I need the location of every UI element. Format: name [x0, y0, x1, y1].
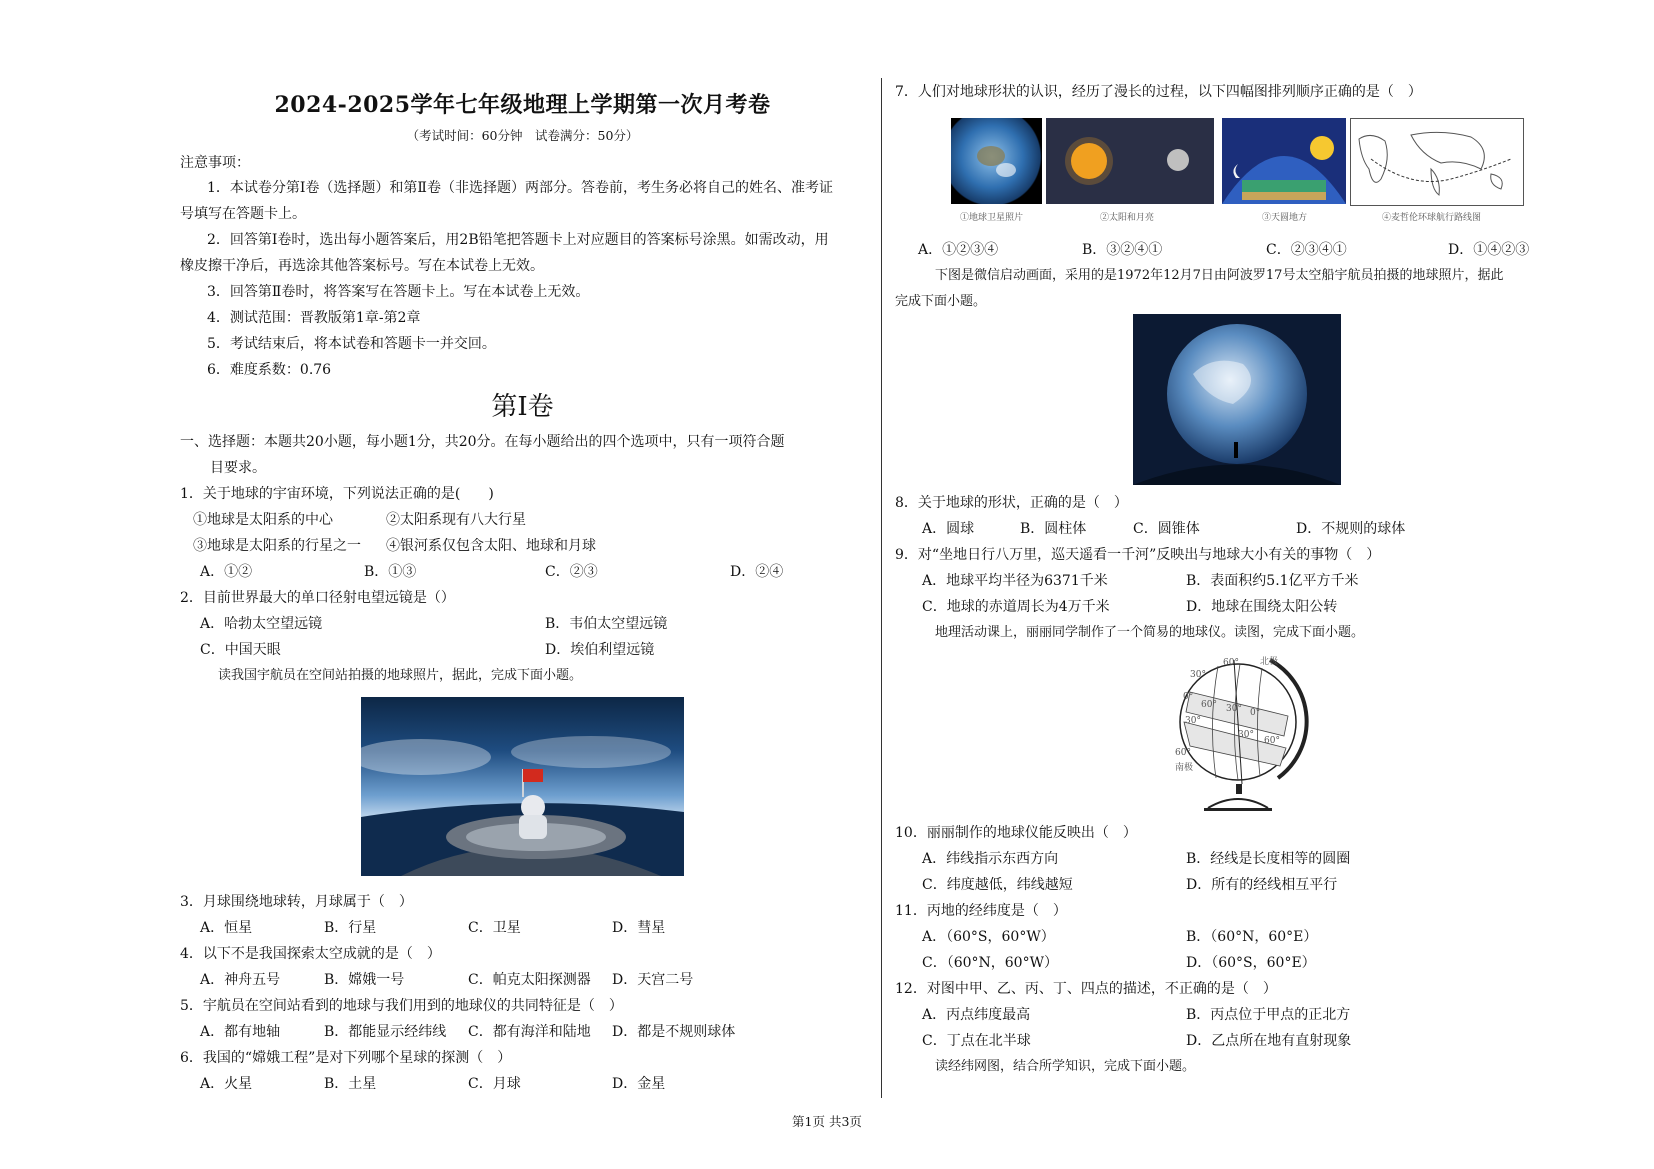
q1-option-a[interactable]: A．①②	[200, 564, 253, 580]
q2-option-d[interactable]: D．埃伯利望远镜	[545, 642, 655, 658]
notes-heading: 注意事项：	[180, 155, 250, 171]
q10-option-a[interactable]: A．纬线指示东西方向	[922, 851, 1059, 867]
q4-stem: 4．以下不是我国探索太空成就的是（ ）	[180, 946, 441, 962]
intro-globe: 地理活动课上，丽丽同学制作了一个简易的地球仪。读图，完成下面小题。	[935, 625, 1365, 640]
intro-space-station: 读我国宇航员在空间站拍摄的地球照片，据此，完成下面小题。	[218, 668, 583, 683]
q6-option-b[interactable]: B．土星	[324, 1076, 377, 1092]
globe-label-north-pole: 北极	[1260, 657, 1279, 667]
note-3: 3．回答第Ⅱ卷时，将答案写在答题卡上。写在本试卷上无效。	[207, 284, 590, 300]
q11-stem: 11．丙地的经纬度是（ ）	[895, 903, 1067, 919]
q12-option-c[interactable]: C．丁点在北半球	[922, 1033, 1031, 1049]
q8-option-d[interactable]: D．不规则的球体	[1296, 521, 1406, 537]
q3-stem: 3．月球围绕地球转，月球属于（ ）	[180, 894, 413, 910]
q4-option-c[interactable]: C．帕克太阳探测器	[468, 972, 591, 988]
globe-label-0: 0°	[1183, 692, 1194, 702]
q11-option-d[interactable]: D．（60°S，60°E）	[1186, 955, 1316, 971]
q7-image-sun-moon	[1046, 118, 1214, 204]
q8-option-c[interactable]: C．圆锥体	[1133, 521, 1200, 537]
section-heading-a: 一、选择题：本题共20小题，每小题1分，共20分。在每小题给出的四个选项中，只有一项符合题	[180, 434, 785, 450]
q9-option-b[interactable]: B．表面积约5.1亿平方千米	[1186, 573, 1359, 589]
q5-option-b[interactable]: B．都能显示经纬线	[324, 1024, 447, 1040]
q1-statement-1: ①地球是太阳系的中心	[193, 512, 333, 528]
q3-option-d[interactable]: D．彗星	[612, 920, 666, 936]
q8-stem: 8．关于地球的形状，正确的是（ ）	[895, 495, 1128, 511]
globe-label-30n: 30°	[1190, 670, 1206, 680]
q7-stem: 7．人们对地球形状的认识，经历了漫长的过程，以下四幅图排列顺序正确的是（ ）	[895, 84, 1422, 100]
q9-option-d[interactable]: D．地球在围绕太阳公转	[1186, 599, 1338, 615]
note-2b: 橡皮擦干净后，再选涂其他答案标号。写在本试卷上无效。	[180, 258, 544, 274]
q1-statement-2: ②太阳系现有八大行星	[386, 512, 526, 528]
q7-image-round-sky-square-earth	[1222, 118, 1346, 204]
q12-option-b[interactable]: B．丙点位于甲点的正北方	[1186, 1007, 1351, 1023]
q7-option-d[interactable]: D．①④②③	[1448, 242, 1530, 258]
q10-option-b[interactable]: B．经线是长度相等的圆圈	[1186, 851, 1351, 867]
globe-meridian-30-west: 30°	[1226, 704, 1242, 714]
q11-option-b[interactable]: B．（60°N，60°E）	[1186, 929, 1318, 945]
q7-caption-4: ④麦哲伦环球航行路线图	[1382, 213, 1482, 223]
q9-option-a[interactable]: A．地球平均半径为6371千米	[922, 573, 1108, 589]
q2-option-c[interactable]: C．中国天眼	[200, 642, 281, 658]
q5-option-d[interactable]: D．都是不规则球体	[612, 1024, 736, 1040]
q11-option-a[interactable]: A．（60°S，60°W）	[922, 929, 1055, 945]
q6-option-d[interactable]: D．金星	[612, 1076, 666, 1092]
q5-option-a[interactable]: A．都有地轴	[200, 1024, 281, 1040]
q2-option-b[interactable]: B．韦伯太空望远镜	[545, 616, 668, 632]
q6-option-a[interactable]: A．火星	[200, 1076, 253, 1092]
space-station-earth-photo	[361, 697, 684, 876]
q7-option-b[interactable]: B．③②④①	[1082, 242, 1163, 258]
q4-option-a[interactable]: A．神舟五号	[200, 972, 281, 988]
q1-option-d[interactable]: D．②④	[730, 564, 784, 580]
q9-option-c[interactable]: C．地球的赤道周长为4万千米	[922, 599, 1110, 615]
q7-option-c[interactable]: C．②③④①	[1266, 242, 1347, 258]
note-4: 4．测试范围：晋教版第1章-第2章	[207, 310, 421, 326]
q3-option-a[interactable]: A．恒星	[200, 920, 253, 936]
note-1b: 号填写在答题卡上。	[180, 206, 306, 222]
globe-label-south-pole: 南极	[1175, 763, 1194, 773]
globe-meridian-0: 0°	[1250, 708, 1261, 718]
note-5: 5．考试结束后，将本试卷和答题卡一并交回。	[207, 336, 496, 352]
q3-option-c[interactable]: C．卫星	[468, 920, 521, 936]
globe-meridian-60-west: 60°	[1201, 700, 1217, 710]
q7-caption-2: ②太阳和月亮	[1100, 213, 1155, 223]
exam-subtitle: （考试时间：60分钟 试卷满分：50分）	[406, 128, 639, 143]
q12-option-d[interactable]: D．乙点所在地有直射现象	[1186, 1033, 1352, 1049]
q1-option-c[interactable]: C．②③	[545, 564, 598, 580]
intro-apollo-a: 下图是微信启动画面，采用的是1972年12月7日由阿波罗17号太空船宇航员拍摄的地球照片，据此	[935, 268, 1504, 283]
q11-option-c[interactable]: C．（60°N，60°W）	[922, 955, 1058, 971]
q7-image-magellan-route-map	[1350, 118, 1524, 206]
q4-option-d[interactable]: D．天宫二号	[612, 972, 694, 988]
q10-stem: 10．丽丽制作的地球仪能反映出（ ）	[895, 825, 1137, 841]
q5-stem: 5．宇航员在空间站看到的地球与我们用到的地球仪的共同特征是（ ）	[180, 998, 623, 1014]
q7-caption-3: ③天圆地方	[1262, 213, 1308, 223]
intro-graticule: 读经纬网图，结合所学知识，完成下面小题。	[935, 1059, 1196, 1074]
globe-label-60n-meridian: 60°	[1223, 658, 1239, 668]
q10-option-c[interactable]: C．纬度越低，纬线越短	[922, 877, 1073, 893]
q7-caption-1: ①地球卫星照片	[960, 213, 1024, 223]
q4-option-b[interactable]: B．嫦娥一号	[324, 972, 405, 988]
q3-option-b[interactable]: B．行星	[324, 920, 377, 936]
volume-heading: 第Ⅰ卷	[491, 392, 554, 422]
q12-stem: 12．对图中甲、乙、丙、丁、四点的描述，不正确的是（ ）	[895, 981, 1277, 997]
q12-option-a[interactable]: A．丙点纬度最高	[922, 1007, 1031, 1023]
intro-apollo-b: 完成下面小题。	[895, 294, 987, 309]
column-divider	[881, 78, 882, 1098]
globe-meridian-30-east: 30°	[1238, 730, 1254, 740]
q1-stem: 1．关于地球的宇宙环境，下列说法正确的是( )	[180, 486, 494, 502]
wechat-earth-photo	[1133, 314, 1341, 485]
globe-label-30s: 30°	[1185, 716, 1201, 726]
q9-stem: 9．对“坐地日行八万里，巡天遥看一千河”反映出与地球大小有关的事物（ ）	[895, 547, 1381, 563]
globe-label-60s: 60°	[1175, 748, 1191, 758]
q1-statement-4: ④银河系仅包含太阳、地球和月球	[386, 538, 596, 554]
page-footer: 第1页 共3页	[792, 1114, 862, 1129]
note-2a: 2．回答第Ⅰ卷时，选出每小题答案后，用2B铅笔把答题卡上对应题目的答案标号涂黑。如需改动，用	[207, 232, 829, 248]
exam-title: 2024-2025学年七年级地理上学期第一次月考卷	[274, 92, 771, 118]
q10-option-d[interactable]: D．所有的经线相互平行	[1186, 877, 1338, 893]
note-6: 6．难度系数：0.76	[207, 362, 332, 378]
q2-stem: 2．目前世界最大的单口径射电望远镜是（）	[180, 590, 455, 606]
q8-option-a[interactable]: A．圆球	[922, 521, 975, 537]
section-heading-b: 目要求。	[210, 460, 266, 476]
q8-option-b[interactable]: B．圆柱体	[1020, 521, 1087, 537]
q2-option-a[interactable]: A．哈勃太空望远镜	[200, 616, 323, 632]
q6-option-c[interactable]: C．月球	[468, 1076, 521, 1092]
note-1a: 1．本试卷分第Ⅰ卷（选择题）和第Ⅱ卷（非选择题）两部分。答卷前，考生务必将自己的姓名、准考证	[207, 180, 833, 196]
q7-option-a[interactable]: A．①②③④	[918, 242, 999, 258]
q1-option-b[interactable]: B．①③	[364, 564, 417, 580]
globe-meridian-60-east: 60°	[1264, 736, 1280, 746]
q1-statement-3: ③地球是太阳系的行星之一	[193, 538, 361, 554]
q7-image-satellite-earth	[951, 118, 1042, 204]
q6-stem: 6．我国的“嫦娥工程”是对下列哪个星球的探测（ ）	[180, 1050, 512, 1066]
q5-option-c[interactable]: C．都有海洋和陆地	[468, 1024, 591, 1040]
